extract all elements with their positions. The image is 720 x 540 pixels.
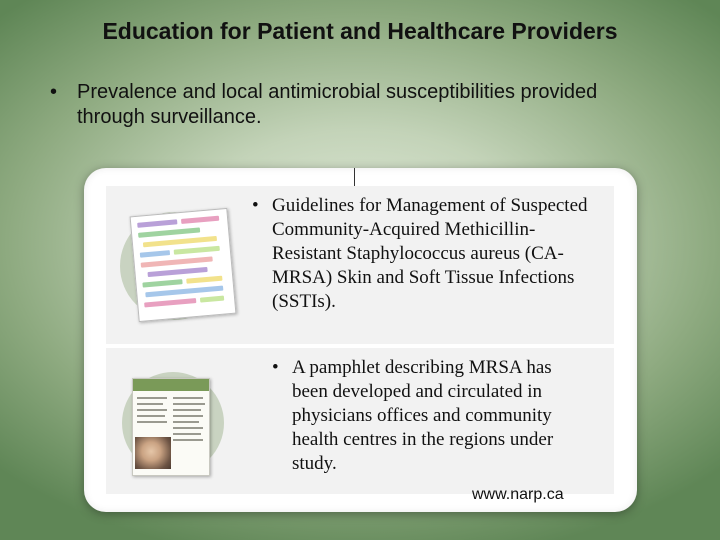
guideline-flowchart-icon [130,208,237,322]
guidelines-item [252,194,592,314]
website-url: www.narp.ca [472,486,564,503]
bullet-marker: • [50,81,58,103]
divider-tick [354,168,355,186]
pamphlet-header [133,379,209,391]
pamphlet-icon [132,378,210,476]
main-bullet [50,80,670,130]
pamphlet-photo [135,437,171,469]
bullet-text: Prevalence and local antimicrobial susceptibilities provided through surveillance. [77,81,598,128]
guidelines-text: Guidelines for Management of Suspected Community-Acquired Methicillin-Resistant Staphylococcus aureus (CA-MRSA) Skin and Soft Tissue Infections (SSTIs). [272,195,588,312]
pamphlet-text: A pamphlet describing MRSA has been developed and circulated in physicians offices and community health centres in the regions under study. [292,357,554,474]
content-panel [84,168,637,512]
guidelines-marker: • [252,195,259,216]
pamphlet-item [272,356,592,476]
pamphlet-marker: • [272,357,279,378]
slide-title: Education for Patient and Healthcare Providers [102,18,618,44]
